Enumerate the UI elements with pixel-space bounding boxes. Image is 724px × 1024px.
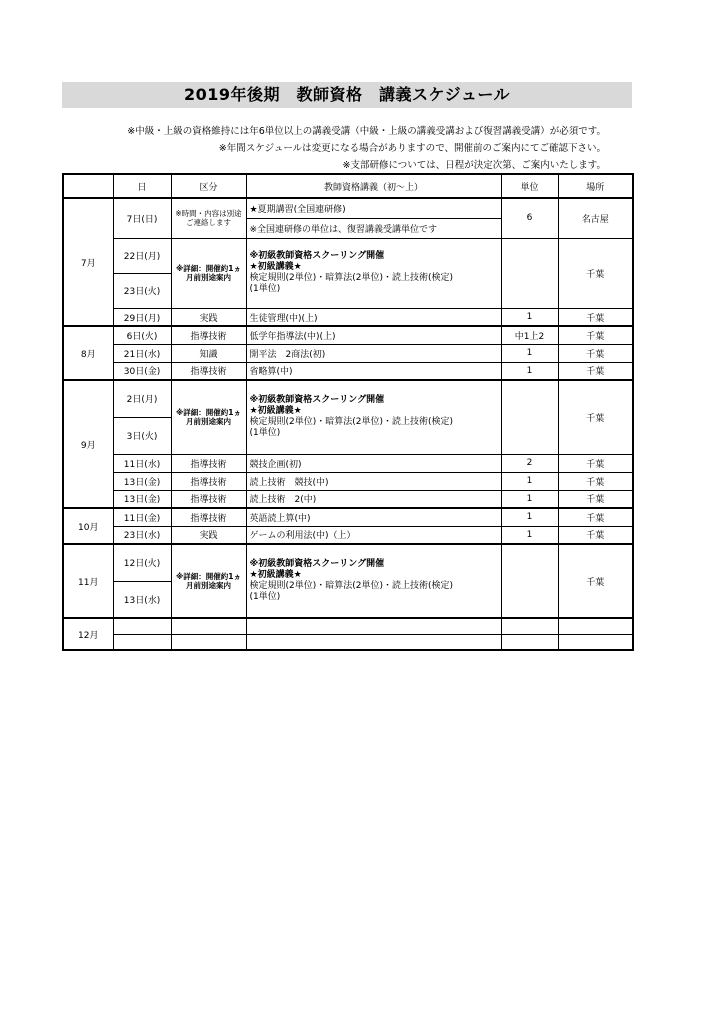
date-cell: 13日(水)	[113, 581, 171, 618]
lecture-heading: ★初級講義★	[249, 570, 302, 580]
empty-cell	[558, 634, 633, 650]
empty-cell	[113, 634, 171, 650]
empty-cell	[501, 618, 558, 634]
unit-cell: 中1上2	[501, 326, 558, 344]
note-line-2: ※年間スケジュールは変更になる場合がありますので、開催前のご案内にてご確認下さい。	[218, 143, 606, 154]
page-title: 2019年後期 教師資格 講義スケジュール	[183, 85, 511, 104]
category-cell: ※詳細：開催約1ヵ月前別途案内	[171, 238, 246, 308]
empty-cell	[113, 618, 171, 634]
place-cell: 千葉	[558, 544, 633, 618]
table-row	[63, 490, 633, 508]
table-row	[63, 344, 633, 362]
place-cell: 千葉	[558, 344, 633, 362]
category-cell: 知識	[171, 344, 246, 362]
unit-cell: 1	[501, 472, 558, 490]
header-date: 日	[113, 174, 171, 198]
table-row	[63, 380, 633, 417]
lecture-line: (1単位)	[249, 284, 281, 294]
category-cell: 指導技術	[171, 472, 246, 490]
place-cell: 千葉	[558, 362, 633, 380]
month-august: 8月	[63, 326, 113, 380]
lecture-cell: ★夏期講習(全国連研修)	[246, 198, 501, 218]
date-cell: 11日(金)	[113, 508, 171, 526]
note-line-1: ※中級・上級の資格維持には年6単位以上の講義受講（中級・上級の講義受講および復習講義受講）が必須です。	[127, 126, 606, 137]
lecture-line: 検定規則(2単位)・暗算法(2単位)・読上技術(検定)	[249, 273, 454, 283]
lecture-heading: ※初級教師資格スクーリング開催	[249, 395, 385, 406]
place-cell: 千葉	[558, 326, 633, 344]
category-cell: ※詳細：開催約1ヵ月前別途案内	[171, 544, 246, 618]
month-july: 7月	[63, 198, 113, 326]
month-october: 10月	[63, 508, 113, 544]
empty-cell	[501, 634, 558, 650]
place-cell: 千葉	[558, 508, 633, 526]
date-cell: 13日(金)	[113, 472, 171, 490]
schedule-table	[62, 173, 634, 651]
lecture-cell: 低学年指導法(中)(上)	[246, 326, 501, 344]
empty-cell	[246, 634, 501, 650]
date-cell: 13日(金)	[113, 490, 171, 508]
category-cell: 実践	[171, 526, 246, 544]
lecture-heading: ★初級講義★	[249, 406, 302, 417]
table-row	[63, 238, 633, 273]
category-cell: ※時間・内容は別途ご連絡します	[171, 198, 246, 238]
date-cell: 2日(月)	[113, 380, 171, 417]
table-row	[63, 308, 633, 326]
place-cell: 千葉	[558, 238, 633, 308]
place-cell: 名古屋	[558, 198, 633, 238]
lecture-cell: 生徒管理(中)(上)	[246, 308, 501, 326]
unit-cell: 1	[501, 362, 558, 380]
date-cell: 21日(水)	[113, 344, 171, 362]
month-september: 9月	[63, 380, 113, 508]
category-cell: 指導技術	[171, 362, 246, 380]
date-cell: 3日(火)	[113, 417, 171, 454]
category-cell: 指導技術	[171, 508, 246, 526]
empty-cell	[171, 634, 246, 650]
place-cell: 千葉	[558, 472, 633, 490]
header-category: 区分	[171, 174, 246, 198]
table-row	[63, 618, 633, 634]
date-cell: 23日(火)	[113, 273, 171, 308]
lecture-line: (1単位)	[249, 592, 281, 602]
lecture-cell: 省略算(中)	[246, 362, 501, 380]
lecture-cell	[246, 380, 501, 454]
date-cell: 22日(月)	[113, 238, 171, 273]
lecture-heading: ★初級講義★	[249, 262, 302, 272]
category-cell: 指導技術	[171, 490, 246, 508]
unit-cell	[501, 544, 558, 618]
category-cell: 実践	[171, 308, 246, 326]
place-cell: 千葉	[558, 490, 633, 508]
month-december: 12月	[63, 618, 113, 650]
date-cell: 23日(水)	[113, 526, 171, 544]
unit-cell: 1	[501, 490, 558, 508]
date-cell: 12日(火)	[113, 544, 171, 581]
lecture-cell: 読上技術 2(中)	[246, 490, 501, 508]
lecture-cell: ※全国連研修の単位は、復習講義受講単位です	[246, 218, 501, 238]
lecture-cell: 競技企画(初)	[246, 454, 501, 472]
place-cell: 千葉	[558, 454, 633, 472]
table-row	[63, 454, 633, 472]
place-cell: 千葉	[558, 526, 633, 544]
date-cell: 29日(月)	[113, 308, 171, 326]
header-row	[63, 174, 633, 198]
category-cell: 指導技術	[171, 454, 246, 472]
category-cell: 指導技術	[171, 326, 246, 344]
unit-cell: 6	[501, 198, 558, 238]
header-month	[63, 174, 113, 198]
lecture-heading: ※初級教師資格スクーリング開催	[249, 559, 385, 569]
empty-cell	[558, 618, 633, 634]
lecture-cell	[246, 238, 501, 308]
unit-cell: 1	[501, 526, 558, 544]
lecture-line: 検定規則(2単位)・暗算法(2単位)・読上技術(検定)	[249, 581, 454, 591]
unit-cell: 1	[501, 344, 558, 362]
lecture-cell: 英語読上算(中)	[246, 508, 501, 526]
lecture-cell: ゲームの利用法(中)（上）	[246, 526, 501, 544]
table-row	[63, 362, 633, 380]
table-row	[63, 508, 633, 526]
table-row	[63, 326, 633, 344]
place-cell: 千葉	[558, 308, 633, 326]
empty-cell	[171, 618, 246, 634]
category-cell: ※詳細：開催約1ヵ月前別途案内	[171, 380, 246, 454]
note-line-3: ※支部研修については、日程が決定次第、ご案内いたします。	[342, 160, 606, 171]
lecture-line: (1単位)	[249, 428, 281, 439]
header-lecture: 教師資格講義（初～上）	[246, 174, 501, 198]
month-november: 11月	[63, 544, 113, 618]
table-row	[63, 634, 633, 650]
header-place: 場所	[558, 174, 633, 198]
header-unit: 単位	[501, 174, 558, 198]
unit-cell: 1	[501, 508, 558, 526]
date-cell: 30日(金)	[113, 362, 171, 380]
unit-cell: 1	[501, 308, 558, 326]
lecture-line: 検定規則(2単位)・暗算法(2単位)・読上技術(検定)	[249, 417, 454, 428]
table-row	[63, 472, 633, 490]
lecture-cell: 開平法 2商法(初)	[246, 344, 501, 362]
table-row	[63, 198, 633, 218]
table-row	[63, 526, 633, 544]
date-cell: 6日(火)	[113, 326, 171, 344]
date-cell: 11日(水)	[113, 454, 171, 472]
unit-cell: 2	[501, 454, 558, 472]
table-row	[63, 544, 633, 581]
unit-cell	[501, 238, 558, 308]
lecture-cell	[246, 544, 501, 618]
lecture-cell: 読上技術 競技(中)	[246, 472, 501, 490]
place-cell: 千葉	[558, 380, 633, 454]
lecture-heading: ※初級教師資格スクーリング開催	[249, 251, 385, 261]
unit-cell	[501, 380, 558, 454]
date-cell: 7日(日)	[113, 198, 171, 238]
empty-cell	[246, 618, 501, 634]
